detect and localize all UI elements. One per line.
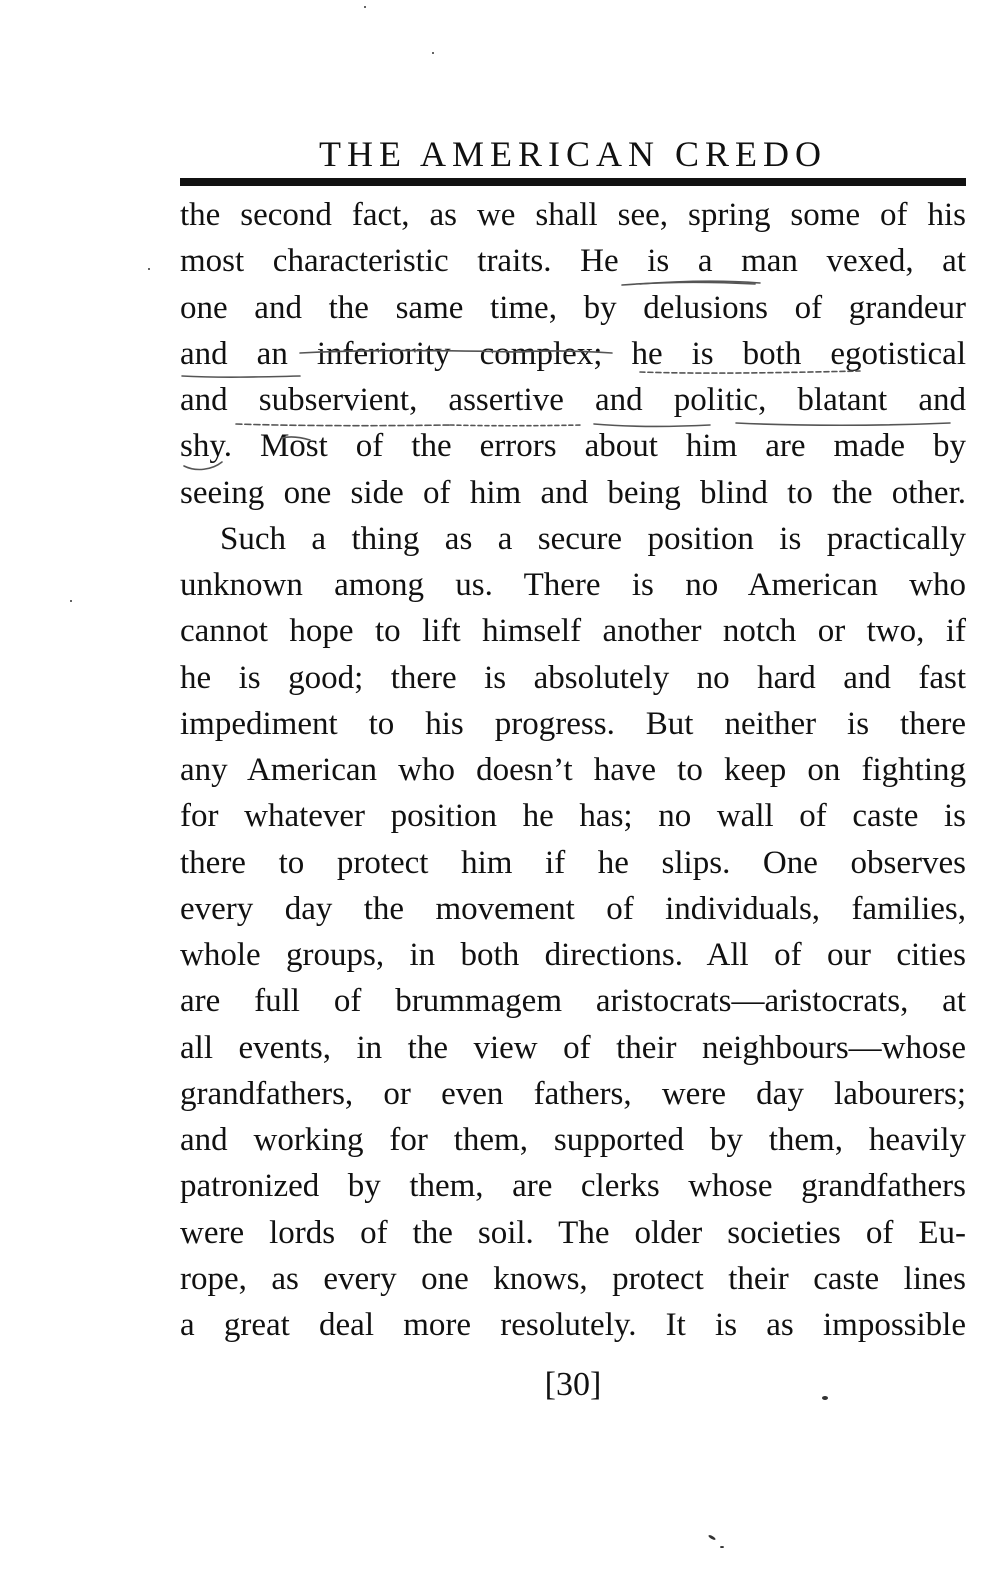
body-text xyxy=(180,192,966,1348)
text-line: there to protect him if he slips. One observes xyxy=(180,844,966,881)
text-line: shy. Most of the errors about him are made by xyxy=(180,428,966,465)
header-rule xyxy=(180,178,966,186)
text-line: a great deal more resolutely. It is as impossible xyxy=(180,1307,966,1343)
running-head: THE AMERICAN CREDO xyxy=(318,134,827,174)
text-line: for whatever position he has; no wall of caste is xyxy=(180,798,966,835)
text-line: any American who doesn’t have to keep on fighting xyxy=(180,752,966,788)
text-line: impediment to his progress. But neither is there xyxy=(180,705,966,742)
text-line: most characteristic traits. He is a man vexed, at xyxy=(180,243,966,280)
text-line: and subservient, assertive and politic, blatant and xyxy=(180,382,966,418)
text-line: grandfathers, or even fathers, were day labourers; xyxy=(180,1075,966,1112)
text-line: cannot hope to lift himself another notch or two, if xyxy=(180,613,966,650)
page-number: [30] xyxy=(544,1366,602,1403)
text-line: are full of brummagem aristocrats—aristocrats, at xyxy=(180,983,966,1020)
stray-mark xyxy=(708,1534,716,1541)
text-line: one and the same time, by delusions of grandeur xyxy=(180,289,966,326)
text-line: and working for them, supported by them, heavily xyxy=(180,1122,966,1158)
text-line: every day the movement of individuals, families, xyxy=(180,890,966,927)
stray-mark xyxy=(432,52,434,54)
text-line: the second fact, as we shall see, spring some of his xyxy=(180,197,966,233)
text-line: were lords of the soil. The older societies of Eu- xyxy=(180,1214,966,1251)
text-line: all events, in the view of their neighbours—whose xyxy=(180,1029,966,1066)
text-line: whole groups, in both directions. All of our cities xyxy=(180,937,966,973)
text-line: unknown among us. There is no American who xyxy=(180,567,966,603)
stray-mark xyxy=(822,1396,828,1400)
stray-mark xyxy=(720,1546,724,1548)
stray-mark xyxy=(364,6,366,8)
text-line: and an inferiority complex; he is both egotistical xyxy=(180,335,966,372)
text-line: patronized by them, are clerks whose grandfathers xyxy=(180,1168,966,1205)
text-line: Such a thing as a secure position is practically xyxy=(220,520,966,557)
stray-mark xyxy=(70,600,72,602)
text-line: he is good; there is absolutely no hard and fast xyxy=(180,659,966,696)
text-line: seeing one side of him and being blind to the other. xyxy=(180,474,966,511)
stray-mark xyxy=(148,268,150,270)
text-line: rope, as every one knows, protect their caste lines xyxy=(180,1260,966,1297)
